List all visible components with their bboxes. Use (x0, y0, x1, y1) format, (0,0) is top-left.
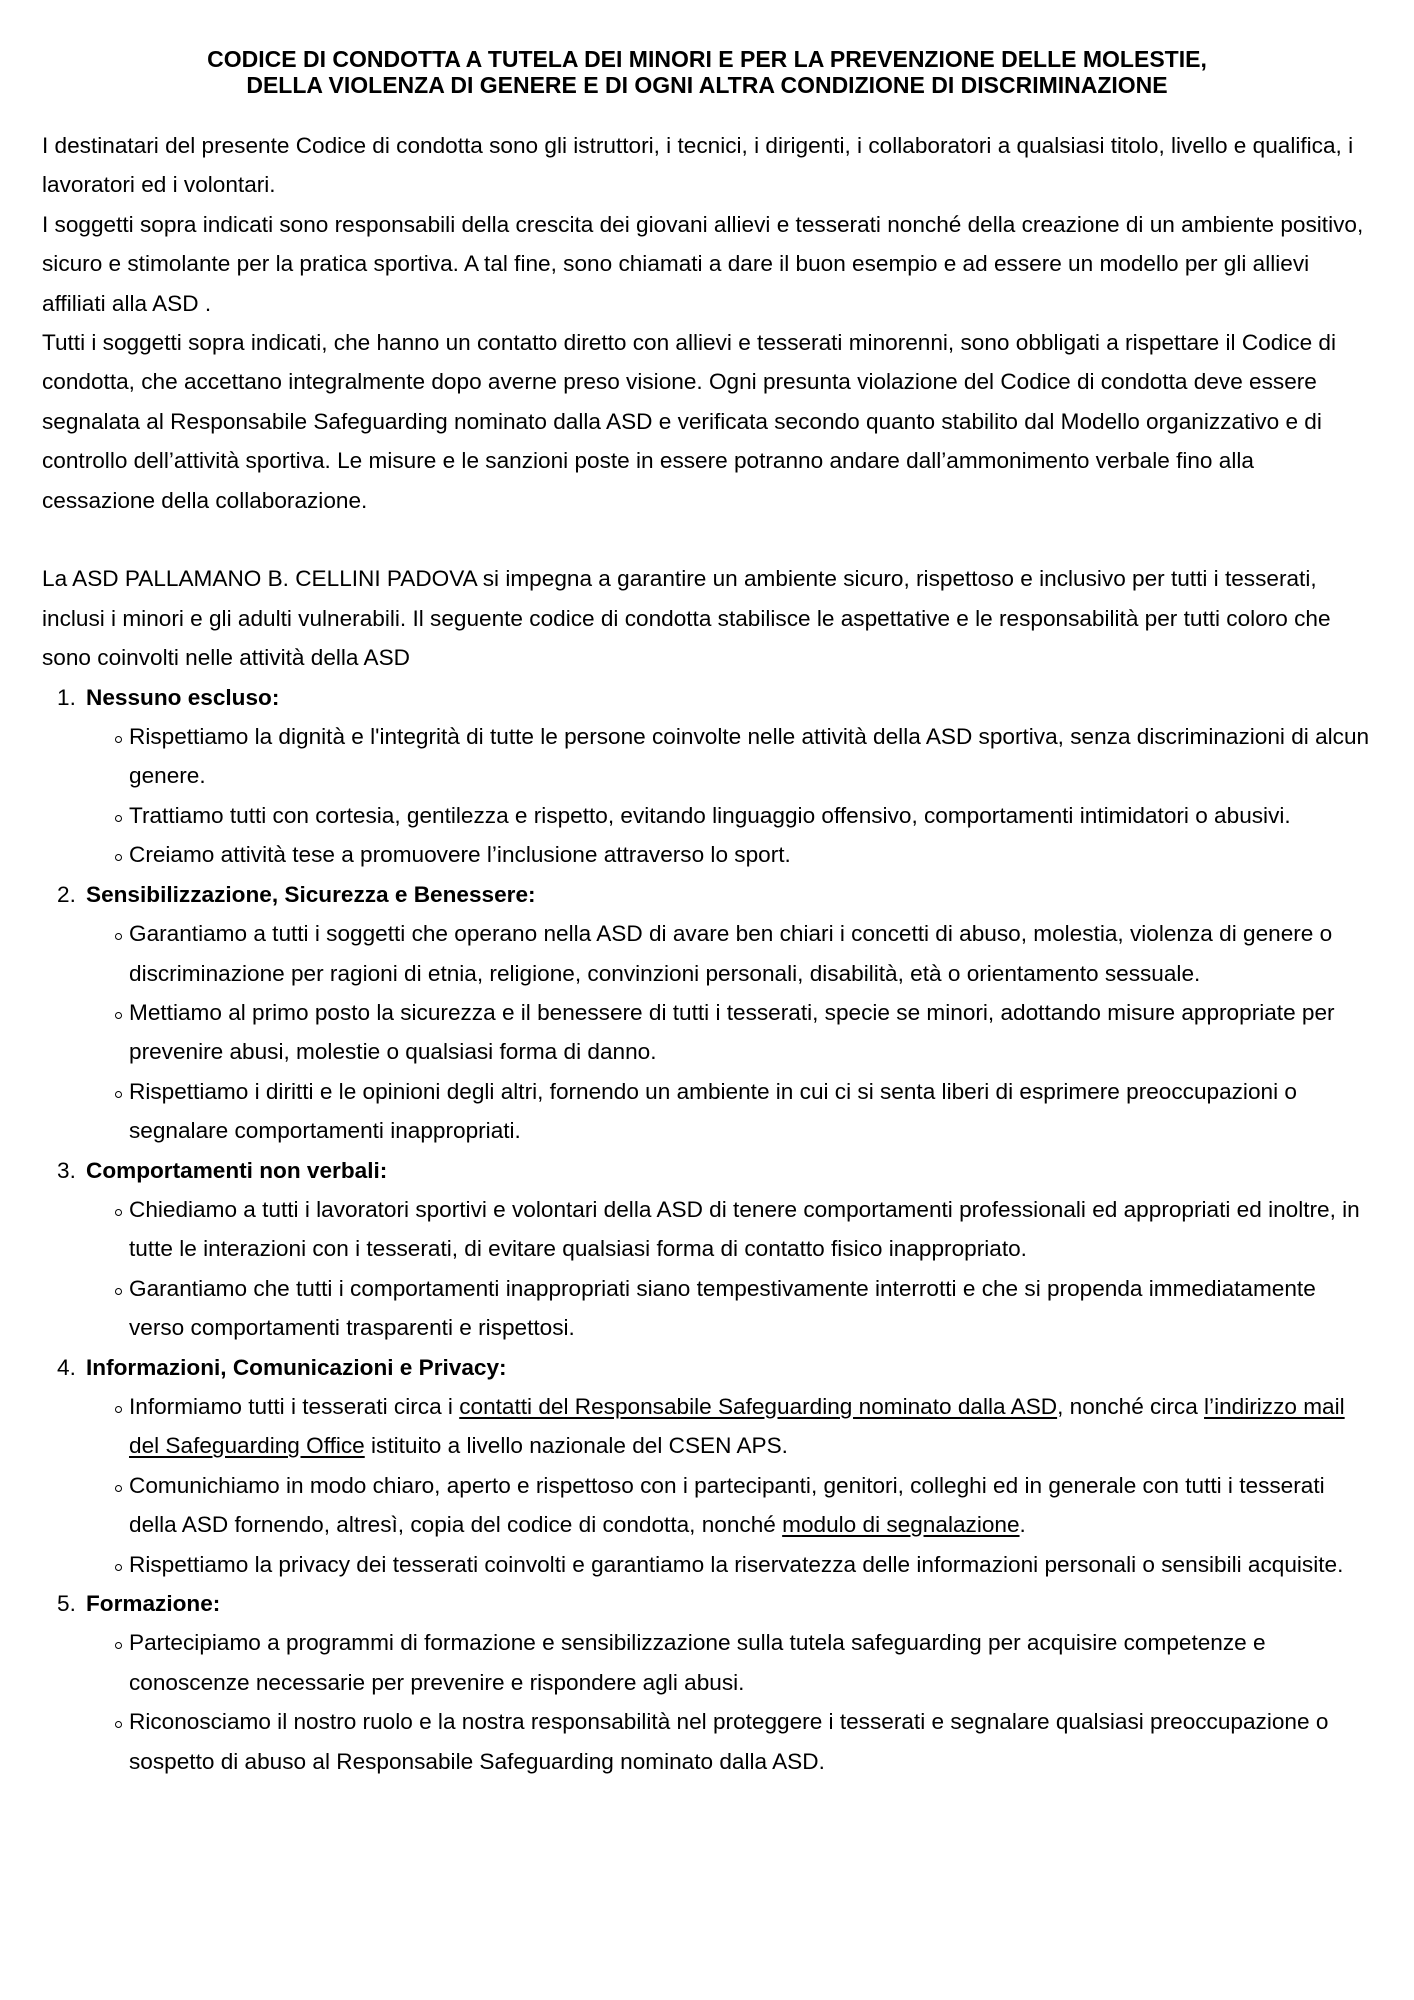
circle-bullet-icon (115, 1091, 122, 1098)
section-2 (42, 875, 1372, 1151)
list-item (86, 914, 1372, 993)
safeguarding-contact-link[interactable]: contatti del Responsabile Safeguarding nominato dalla ASD (459, 1393, 1058, 1419)
section-title: Comportamenti non verbali: (86, 1157, 388, 1183)
title-line-2: DELLA VIOLENZA DI GENERE E DI OGNI ALTRA CONDIZIONE DI DISCRIMINAZIONE (246, 72, 1168, 98)
section-number: 3. (57, 1157, 76, 1183)
list-item-text: Trattiamo tutti con cortesia, gentilezza e rispetto, evitando linguaggio offensivo, comportamenti intimidatori o abusivi. (129, 802, 1291, 828)
list-item-text: Rispettiamo la privacy dei tesserati coinvolti e garantiamo la riservatezza delle informazioni personali o sensibili acquisite. (129, 1551, 1344, 1577)
section-items (86, 914, 1372, 1150)
section-title: Sensibilizzazione, Sicurezza e Benessere: (86, 881, 536, 907)
list-item (86, 1190, 1372, 1269)
circle-bullet-icon (115, 1721, 122, 1728)
sections-list (42, 678, 1372, 1781)
section-number: 5. (57, 1591, 76, 1617)
section-items (86, 1190, 1372, 1348)
report-form-link[interactable]: modulo di segnalazione (782, 1512, 1020, 1538)
list-item-text: . (1019, 1512, 1026, 1538)
circle-bullet-icon (115, 1209, 122, 1216)
circle-bullet-icon (115, 736, 122, 743)
list-item-text: Garantiamo a tutti i soggetti che operano nella ASD di avare ben chiari i concetti di abuso, molestia, violenza di genere o discriminazione per ragioni di etnia, religione, convinzioni personali, disabilità, età o orientamento sessuale. (129, 921, 1333, 986)
list-item (86, 1623, 1372, 1702)
section-title: Informazioni, Comunicazioni e Privacy: (86, 1354, 507, 1380)
list-item-text: Mettiamo al primo posto la sicurezza e il benessere di tutti i tesserati, specie se minori, adottando misure appropriate per prevenire abusi, molestie o qualsiasi forma di danno. (129, 999, 1335, 1065)
section-5 (42, 1584, 1372, 1781)
section-1 (42, 678, 1372, 875)
title-line-1: CODICE DI CONDOTTA A TUTELA DEI MINORI E PER LA PREVENZIONE DELLE MOLESTIE, (207, 46, 1207, 72)
list-item (86, 835, 1372, 874)
list-item (86, 1072, 1372, 1151)
list-item-text: Rispettiamo la dignità e l'integrità di tutte le persone coinvolte nelle attività della ASD sportiva, senza discriminazioni di alcun genere. (129, 724, 1370, 789)
list-item-text: Riconosciamo il nostro ruolo e la nostra responsabilità nel proteggere i tesserati e segnalare qualsiasi preoccupazione o sospetto di abuso al Responsabile Safeguarding nominato dalla ASD. (129, 1709, 1329, 1774)
intro-paragraph-commitment: La ASD PALLAMANO B. CELLINI PADOVA si impegna a garantire un ambiente sicuro, rispettoso e inclusivo per tutti i tesserati, inclusi i minori e gli adulti vulnerabili. Il seguente codice di condotta stabilisce le aspettative e le responsabilità per tutti coloro che sono coinvolti nelle attività della ASD (42, 566, 1331, 671)
document-title (42, 46, 1372, 98)
list-item-text: Garantiamo che tutti i comportamenti inappropriati siano tempestivamente interrotti e che si propenda immediatamente verso comportamenti trasparenti e rispettosi. (129, 1275, 1316, 1341)
section-number: 1. (57, 684, 76, 710)
circle-bullet-icon (115, 854, 122, 861)
list-item (86, 1387, 1372, 1466)
list-item-text: Chiediamo a tutti i lavoratori sportivi e volontari della ASD di tenere comportamenti professionali ed appropriati ed inoltre, in tutte le interazioni con i tesserati, di evitare qualsiasi forma di contatto fisico inappropriato. (129, 1196, 1360, 1262)
list-item-text: Creiamo attività tese a promuovere l’inclusione attraverso lo sport. (129, 842, 791, 868)
section-3 (42, 1151, 1372, 1348)
list-item (86, 1269, 1372, 1348)
section-4 (42, 1348, 1372, 1584)
circle-bullet-icon (115, 1642, 122, 1649)
list-item (86, 1545, 1372, 1584)
list-item (86, 717, 1372, 796)
section-number: 4. (57, 1354, 76, 1380)
section-title: Formazione: (86, 1591, 221, 1617)
circle-bullet-icon (115, 1012, 122, 1019)
section-number: 2. (57, 881, 76, 907)
safeguarding-office-email-link[interactable]: l’indirizzo mail del Safeguarding Office (129, 1393, 1345, 1459)
list-item-text: , nonché circa (1057, 1393, 1205, 1419)
list-item-text: Rispettiamo i diritti e le opinioni degli altri, fornendo un ambiente in cui ci si senta liberi di esprimere preoccupazioni o segnalare comportamenti inappropriati. (129, 1078, 1297, 1144)
section-items (86, 717, 1372, 875)
list-item-text: Informiamo tutti i tesserati circa i (129, 1393, 460, 1419)
list-item (86, 1466, 1372, 1545)
circle-bullet-icon (115, 1288, 122, 1295)
section-title: Nessuno escluso: (86, 684, 280, 710)
intro-paragraph-responsibility: I soggetti sopra indicati sono responsabili della crescita dei giovani allievi e tesserati nonché della creazione di un ambiente positivo, sicuro e stimolante per la pratica sportiva. A tal fine, sono chiamati a dare il buon esempio e ad essere un modello per gli allievi affiliati alla ASD . (42, 211, 1364, 316)
circle-bullet-icon (115, 1406, 122, 1413)
intro-paragraph-recipients: I destinatari del presente Codice di condotta sono gli istruttori, i tecnici, i dirigenti, i collaboratori a qualsiasi titolo, livello e qualifica, i lavoratori ed i volontari. (42, 133, 1354, 198)
paragraph-spacer (42, 520, 1372, 559)
list-item-text: Comunichiamo in modo chiaro, aperto e rispettoso con i partecipanti, genitori, colleghi ed in generale con tutti i tesserati della ASD fornendo, altresì, copia del codice di condotta, nonché (129, 1472, 1325, 1538)
circle-bullet-icon (115, 815, 122, 822)
section-items (86, 1387, 1372, 1584)
intro-paragraph-obligations: Tutti i soggetti sopra indicati, che hanno un contatto diretto con allievi e tesserati minorenni, sono obbligati a rispettare il Codice di condotta, che accettano integralmente dopo averne preso visione. Ogni presunta violazione del Codice di condotta deve essere segnalata al Responsabile Safeguarding nominato dalla ASD e verificata secondo quanto stabilito dal Modello organizzativo e di controllo dell’attività sportiva. Le misure e le sanzioni poste in essere potranno andare dall’ammonimento verbale fino alla cessazione della collaborazione. (42, 330, 1337, 513)
list-item-text: Partecipiamo a programmi di formazione e sensibilizzazione sulla tutela safeguarding per acquisire competenze e conoscenze necessarie per prevenire e rispondere agli abusi. (129, 1630, 1266, 1695)
circle-bullet-icon (115, 933, 122, 940)
list-item (86, 796, 1372, 835)
list-item (86, 1702, 1372, 1781)
list-item (86, 993, 1372, 1072)
list-item-text: istituito a livello nazionale del CSEN APS. (364, 1433, 788, 1459)
section-items (86, 1623, 1372, 1781)
circle-bullet-icon (115, 1485, 122, 1492)
circle-bullet-icon (115, 1564, 122, 1571)
